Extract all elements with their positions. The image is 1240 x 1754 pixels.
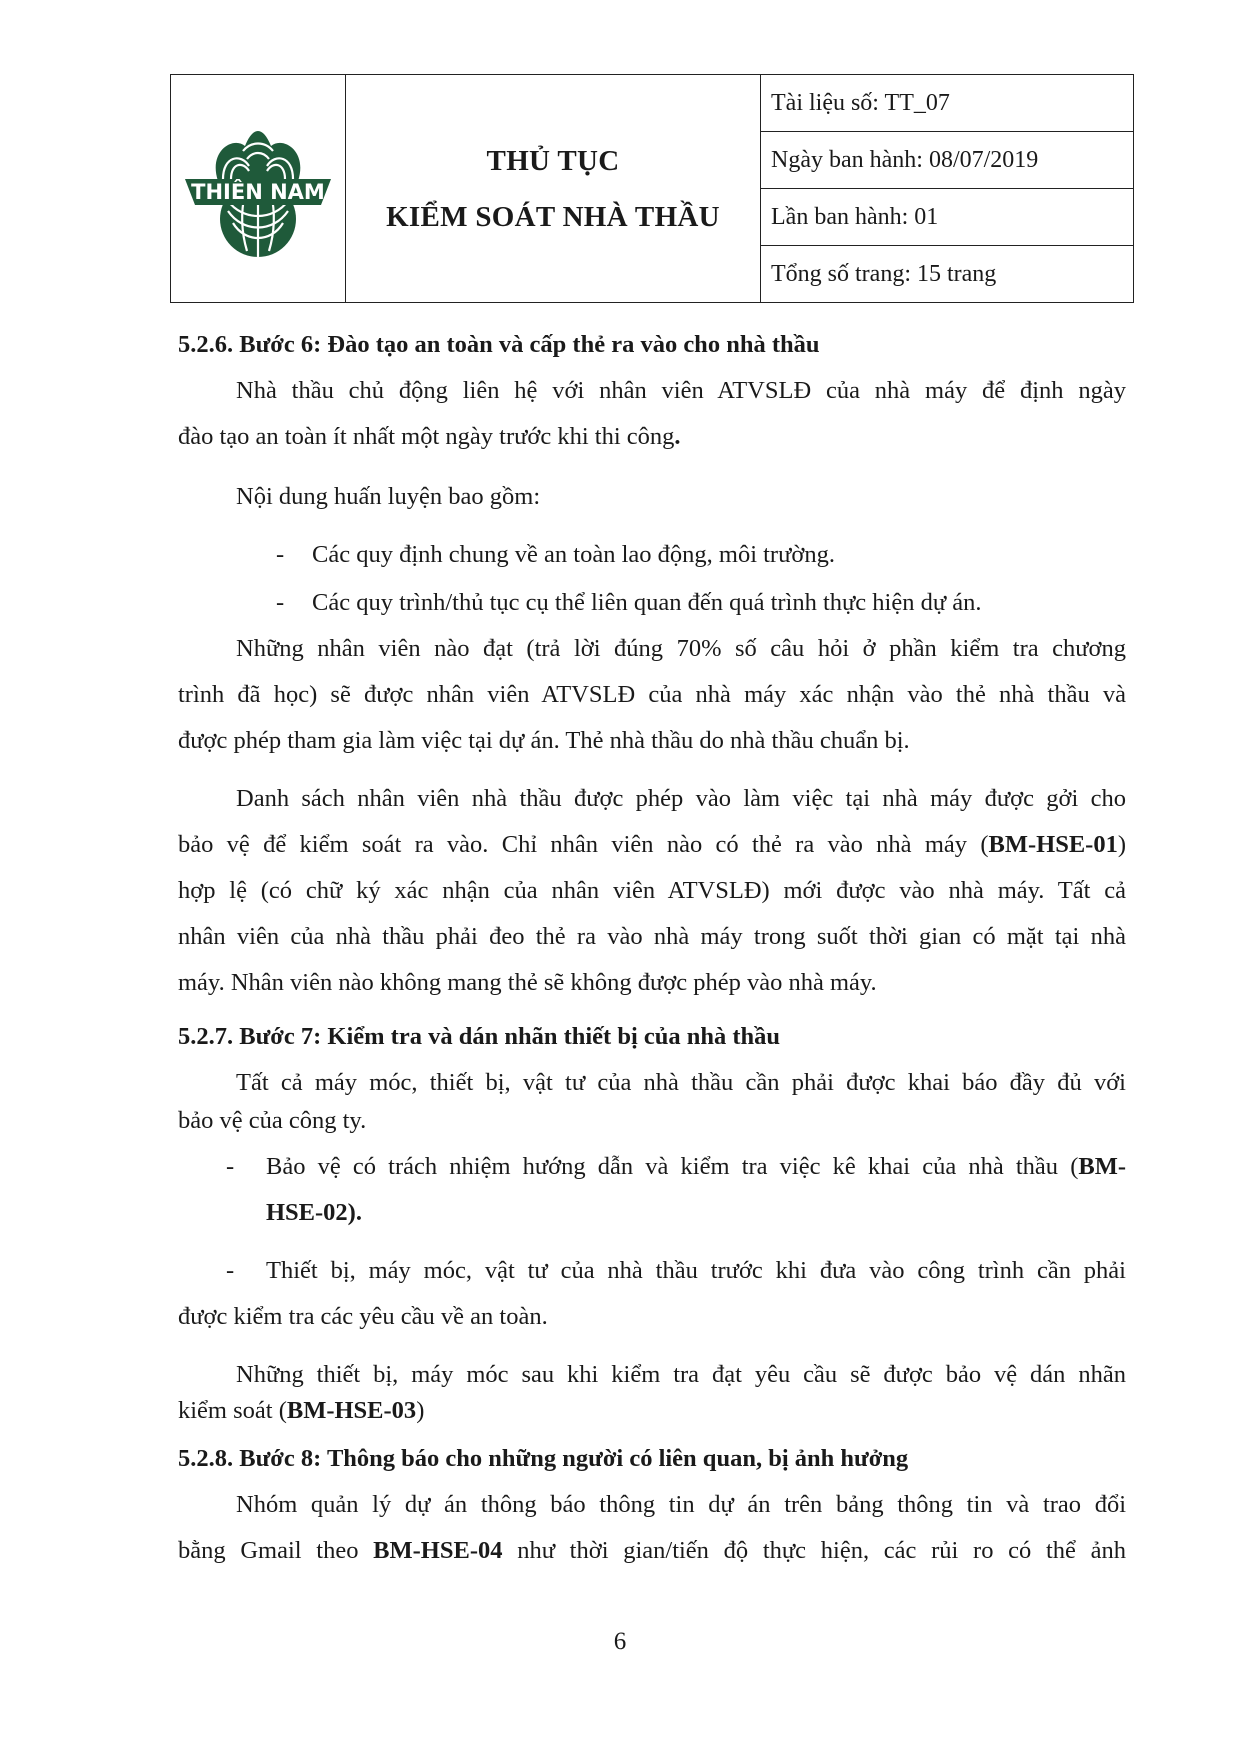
paragraph-line: máy. Nhân viên nào không mang thẻ sẽ không được phép vào nhà máy.	[178, 969, 877, 996]
paragraph-line: hợp lệ (có chữ ký xác nhận của nhân viên ATVSLĐ) mới được vào nhà máy. Tất cả	[178, 877, 1126, 904]
heading-5-2-6: 5.2.6. Bước 6: Đào tạo an toàn và cấp thẻ ra vào cho nhà thầu	[178, 331, 820, 358]
paragraph-line: Những nhân viên nào đạt (trả lời đúng 70% số câu hỏi ở phần kiểm tra chương	[236, 635, 1126, 662]
form-code: BM-HSE-04	[373, 1537, 503, 1564]
document-title-line1: THỦ TỤC	[486, 144, 620, 177]
paragraph-line: Nội dung huấn luyện bao gồm:	[236, 483, 541, 510]
paragraph-line: trình đã học) sẽ được nhân viên ATVSLĐ của nhà máy xác nhận vào thẻ nhà thầu và	[178, 681, 1126, 708]
paragraph-line	[178, 830, 1126, 860]
bullet-dash: -	[226, 1153, 235, 1180]
issue-date: Ngày ban hành: 08/07/2019	[761, 132, 1134, 189]
title-cell	[346, 75, 761, 303]
bullet-dash: -	[276, 589, 285, 616]
paragraph-line: Nhóm quản lý dự án thông báo thông tin dự án trên bảng thông tin và trao đổi	[236, 1491, 1126, 1518]
bullet-item: Các quy trình/thủ tục cụ thể liên quan đến quá trình thực hiện dự án.	[312, 589, 982, 616]
doc-number: Tài liệu số: TT_07	[761, 75, 1134, 132]
paragraph-line	[178, 422, 1126, 452]
bullet-dash: -	[226, 1257, 235, 1284]
thien-nam-logo	[183, 111, 333, 261]
page-number: 6	[613, 1628, 627, 1655]
paragraph-line: Những thiết bị, máy móc sau khi kiểm tra đạt yêu cầu sẽ được bảo vệ dán nhãn	[236, 1361, 1126, 1388]
paragraph-line	[178, 1396, 1126, 1426]
bullet-item	[266, 1152, 1126, 1182]
total-pages: Tổng số trang: 15 trang	[761, 246, 1134, 303]
bullet-item: Thiết bị, máy móc, vật tư của nhà thầu trước khi đưa vào công trình cần phải	[266, 1257, 1126, 1284]
paragraph-text: kiểm soát (	[178, 1397, 287, 1424]
paragraph-text: bằng Gmail theo	[178, 1537, 374, 1564]
paragraph-text: như thời gian/tiến độ thực hiện, các rủi ro có thể ảnh	[502, 1537, 1126, 1564]
logo-text: THIÊN NAM	[191, 180, 325, 204]
form-code: HSE-02).	[266, 1199, 362, 1226]
paragraph-line: Danh sách nhân viên nhà thầu được phép vào làm việc tại nhà máy được gởi cho	[236, 785, 1126, 812]
paragraph-text: )	[1117, 831, 1126, 858]
bullet-item: Các quy định chung về an toàn lao động, môi trường.	[312, 541, 835, 568]
paragraph-text: đào tạo an toàn ít nhất một ngày trước khi thi công	[178, 423, 675, 450]
issue-number: Lần ban hành: 01	[761, 189, 1134, 246]
logo-cell	[171, 75, 346, 303]
paragraph-line: bảo vệ của công ty.	[178, 1107, 367, 1134]
paragraph-line: Nhà thầu chủ động liên hệ với nhân viên ATVSLĐ của nhà máy để định ngày	[236, 377, 1126, 404]
paragraph-text: bảo vệ để kiểm soát ra vào. Chỉ nhân viên nào có thẻ ra vào nhà máy (	[178, 831, 989, 858]
paragraph-line: được kiểm tra các yêu cầu về an toàn.	[178, 1303, 548, 1330]
form-code: BM-	[1078, 1153, 1126, 1180]
document-header-table	[170, 74, 1134, 303]
document-title-line2: KIỂM SOÁT NHÀ THẦU	[386, 200, 720, 233]
bullet-text: Bảo vệ có trách nhiệm hướng dẫn và kiểm tra việc kê khai của nhà thầu (	[266, 1153, 1079, 1180]
paragraph-line	[178, 1536, 1126, 1566]
form-code: BM-HSE-03	[286, 1397, 417, 1424]
paragraph-line: nhân viên của nhà thầu phải đeo thẻ ra vào nhà máy trong suốt thời gian có mặt tại nhà	[178, 923, 1126, 950]
form-code: BM-HSE-01	[988, 831, 1118, 858]
paragraph-period: .	[674, 423, 681, 450]
paragraph-line: Tất cả máy móc, thiết bị, vật tư của nhà thầu cần phải được khai báo đầy đủ với	[236, 1069, 1126, 1096]
paragraph-line: được phép tham gia làm việc tại dự án. Thẻ nhà thầu do nhà thầu chuẩn bị.	[178, 727, 910, 754]
paragraph-text: )	[416, 1397, 425, 1424]
heading-5-2-8: 5.2.8. Bước 8: Thông báo cho những người có liên quan, bị ảnh hưởng	[178, 1445, 909, 1472]
bullet-dash: -	[276, 541, 285, 568]
heading-5-2-7: 5.2.7. Bước 7: Kiểm tra và dán nhãn thiết bị của nhà thầu	[178, 1023, 781, 1050]
